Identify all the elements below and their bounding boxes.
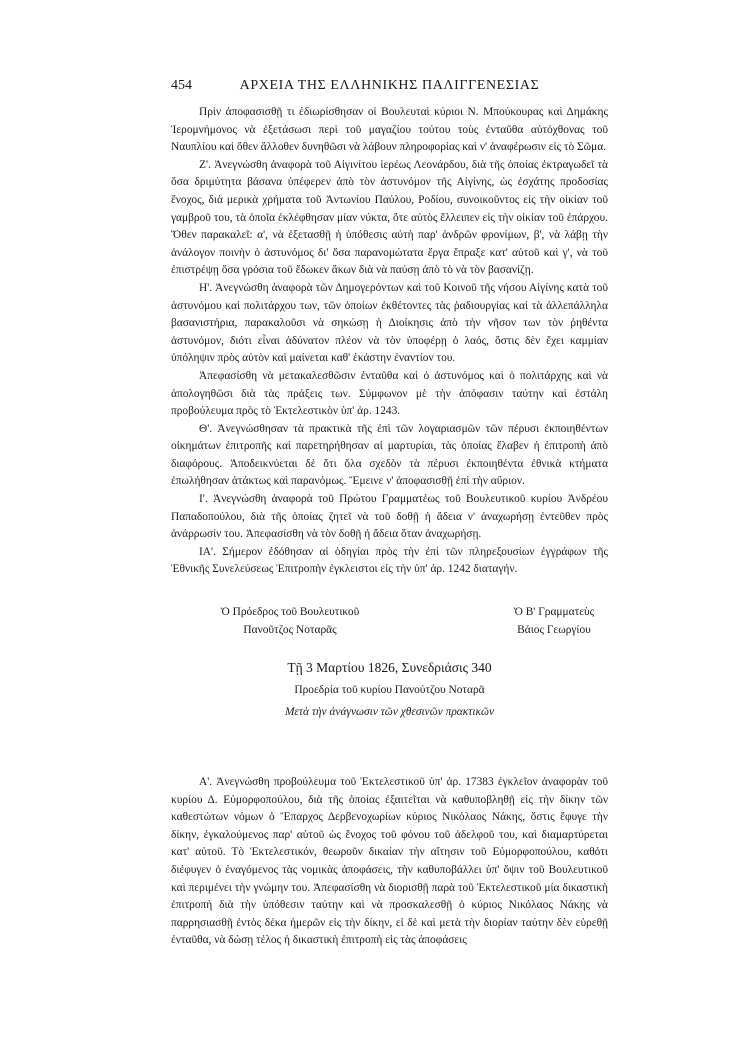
paragraph: Α'. Ἀνεγνώσθη προβούλευμα τοῦ Ἐκτελεστικοῦ ὑπ' ἀρ. 17383 ἐγκλεῖον ἀναφορὰν τοῦ κυρίου Δ. Εὐμορφοπούλου, διὰ τῆς ὁποίας ἐξαιτεῖται νὰ καθυποβληθῇ εἰς τὴν δίκην τῶν καθεστώτων νόμων ὁ Ἔπαρχος Δερβενοχωρίων κύριος Νικόλαος Νάκης, ὅστις ἔφυγε τὴν δίκην, ἐγκαλούμενος παρ' αὐτοῦ ὡς ἔνοχος τοῦ φόνου τοῦ ἀδελφοῦ του, καὶ διαμαρτύρεται κατ' αὐτοῦ. Τὸ Ἐκτελεστικόν, θεωροῦν δικαίαν τὴν αἴτησιν τοῦ Εὐμορφοπούλου, καθότι διέφυγεν ὁ ἐναγόμενος τὰς νομικὰς ἀποφάσεις, τὴν καθυποβάλλει ὑπ' ὄψιν τοῦ Βουλευτικοῦ καὶ περιμένει τὴν γνώμην του. Ἀπεφασίσθη νὰ διορισθῇ παρὰ τοῦ Ἐκτελεστικοῦ μία δικαστικὴ ἐπιτροπὴ διὰ τὴν ὑπόθεσιν ταύτην καὶ νὰ προσκαλεσθῇ ὁ κύριος Νικόλαος Νάκης νὰ παρρησιασθῇ ἐντὸς δέκα ἡμερῶν εἰς τὴν δίκην, εἰ δὲ καὶ μετὰ τὴν διορίαν ταύτην δὲν εὑρεθῇ ἐνταῦθα, νὰ δώσῃ τέλος ἡ δικαστικὴ ἐπιτροπὴ εἰς τὰς ἀποφάσεις <box>171 776 608 947</box>
signature-president <box>200 603 380 639</box>
paragraph: Ζ'. Ἀνεγνώσθη ἀναφορὰ τοῦ Αἰγινίτου ἱερέως Λεονάρδου, διὰ τῆς ὁποίας ἐκτραγωδεῖ τὰ ὅσα δριμύτητα βάσανα ὑπέφερεν ἀπὸ τὸν ἀστυνόμον τῆς Αἰγίνης, ὡς ἐσχάτης προδοσίας ἔνοχος, διὰ μερικὰ χρήματα τοῦ Ἀντωνίου Παύλου, Ροδίου, συνοικοῦντος εἰς τὴν οἰκίαν τοῦ γαμβροῦ του, τὰ ὁποῖα ἐκλέφθησαν μίαν νύκτα, ὅτε αὐτὸς ἔλλειπεν εἰς τὴν οἰκίαν τοῦ ἐπάρχου. Ὅθεν παρακαλεῖ: α', νὰ ἐξετασθῇ ἡ ὑπόθεσις αὐτὴ παρ' ἀνδρῶν φρονίμων, β', νὰ λάβῃ τὴν ἀνάλογον ποινὴν ὁ ἀστυνόμος δι' ὅσα παρανομώτατα ἔργα ἔπραξε κατ' αὐτοῦ καὶ γ', νὰ τοῦ ἐπιστρέψῃ ὅσα γρόσια τοῦ ἔδωκεν ἄκων διὰ νὰ παύσῃ ἀπὸ τὸ νὰ τὸν βασανίζῃ. <box>171 158 608 277</box>
page-header <box>171 78 608 98</box>
signature-role: Ὁ Πρόεδρος τοῦ Βουλευτικοῦ <box>220 606 360 618</box>
paragraph: ΙΑ'. Σήμερον ἐδόθησαν αἱ ὁδηγίαι πρὸς τὴν ἐπὶ τῶν πληρεξουσίων ἐγγράφων τῆς Ἐθνικῆς Συνελεύσεως Ἐπιτροπὴν ἐγκλειστοι εἰς τὴν ὑπ' ἀρ. 1242 διαταγήν. <box>171 545 608 576</box>
paragraph: Ι'. Ἀνεγνώσθη ἀναφορὰ τοῦ Πρώτου Γραμματέως τοῦ Βουλευτικοῦ κυρίου Ἀνδρέου Παπαδοπούλου, διὰ τῆς ὁποίας ζητεῖ νὰ τοῦ δοθῇ ἡ ἄδεια ν' ἀναχωρήσῃ ἐντεῦθεν πρὸς ἀνάρρωσίν του. Ἀπεφασίσθη νὰ τὸν δοθῇ ἡ ἄδεια ὅταν ἀναχωρήσῃ. <box>171 493 608 541</box>
signature-role: Ὁ Β' Γραμματεὺς <box>513 606 595 618</box>
session-note: Μετὰ τὴν ἀνάγνωσιν τῶν χθεσινῶν πρακτικῶν <box>284 706 495 718</box>
running-title: ΑΡΧΕΙΑ ΤΗΣ ΕΛΛΗΝΙΚΗΣ ΠΑΛΙΓΓΕΝΕΣΙΑΣ <box>239 78 540 93</box>
signature-secretary <box>484 603 624 639</box>
paragraph: Θ'. Ἀνεγνώσθησαν τὰ πρακτικὰ τῆς ἐπὶ τῶν λογαριασμῶν τῶν πέρυσι ἐκποιηθέντων οἰκημάτων ἐπιτροπῆς καὶ παρετηρήθησαν αἱ μαρτυρίαι, τὰς ὁποίας ἔλαβεν ἡ ἐπιτροπὴ ἀπὸ διαφόρους. Ἀποδεικνύεται δὲ ὅτι ὅλα σχεδὸν τὰ πέρυσι ἐκποιηθέντα ἐθνικὰ κτήματα ἐπωλήθησαν ἀτάκτως καὶ παρανόμως. Ἔμεινε ν' ἀποφασισθῇ ἐπὶ τὴν αὔριον. <box>171 422 608 488</box>
page-number: 454 <box>171 78 192 93</box>
signature-name: Βάιος Γεωργίου <box>517 624 591 636</box>
paragraph: Η'. Ἀνεγνώσθη ἀναφορὰ τῶν Δημογερόντων καὶ τοῦ Κοινοῦ τῆς νήσου Αἰγίνης κατὰ τοῦ ἀστυνόμου καὶ πολιτάρχου των, τῶν ὁποίων ἐκθέτοντες τὰς ῥαδιουργίας καὶ τὰ ἀλλεπάλληλα βασανιστήρια, παρακαλοῦσι νὰ σηκώσῃ ἡ Διοίκησις ἀπὸ τὴν νῆσον των τὸν ῥηθέντα ἀστυνόμον, διότι εἶναι ἀδύνατον πλέον νὰ τὸν ὑποφέρῃ ὁ λαός, ὅστις δὲν ἔχει καμμίαν ὑπόληψιν πρὸς αὐτὸν καὶ μαίνεται καθ' ἑκάστην ἐναντίον του. <box>171 281 608 365</box>
paragraph: Ἀπεφασίσθη νὰ μετακαλεσθῶσιν ἐνταῦθα καὶ ὁ ἀστυνόμος καὶ ὁ πολιτάρχης καὶ νὰ ἀπολογηθῶσι διὰ τὰς πράξεις των. Σύμφωνον μὲ τὴν ἀπόφασιν ταύτην καὶ ἐστάλη προβούλευμα πρὸς τὸ Ἐκτελεστικὸν ὑπ' ἀρ. 1243. <box>171 369 608 418</box>
session-presidency: Προεδρία τοῦ κυρίου Πανούτζου Νοταρᾶ <box>294 684 485 696</box>
paragraph: Πρὶν ἀποφασισθῇ τι ἐδιωρίσθησαν οἱ Βουλευταὶ κύριοι Ν. Μπούκουρας καὶ Δημάκης Ἱερομνήμονος νὰ ἐξετάσωσι περὶ τοῦ μαγαζίου τούτου τοὺς ἐνταῦθα αὐτόχθονας τοῦ Ναυπλίου καὶ ὅθεν ἄλλοθεν δυνηθῶσι νὰ λάβουν πληροφορίας καὶ ν' ἀναφέρωσιν εἰς τὸ Σῶμα. <box>171 106 608 154</box>
body-text-lower <box>171 774 608 950</box>
body-text-upper <box>171 104 608 579</box>
session-title: Τῇ 3 Μαρτίου 1826, Συνεδριάσις 340 <box>287 660 492 675</box>
signature-name: Πανοῦτζος Νοταρᾶς <box>243 624 337 636</box>
